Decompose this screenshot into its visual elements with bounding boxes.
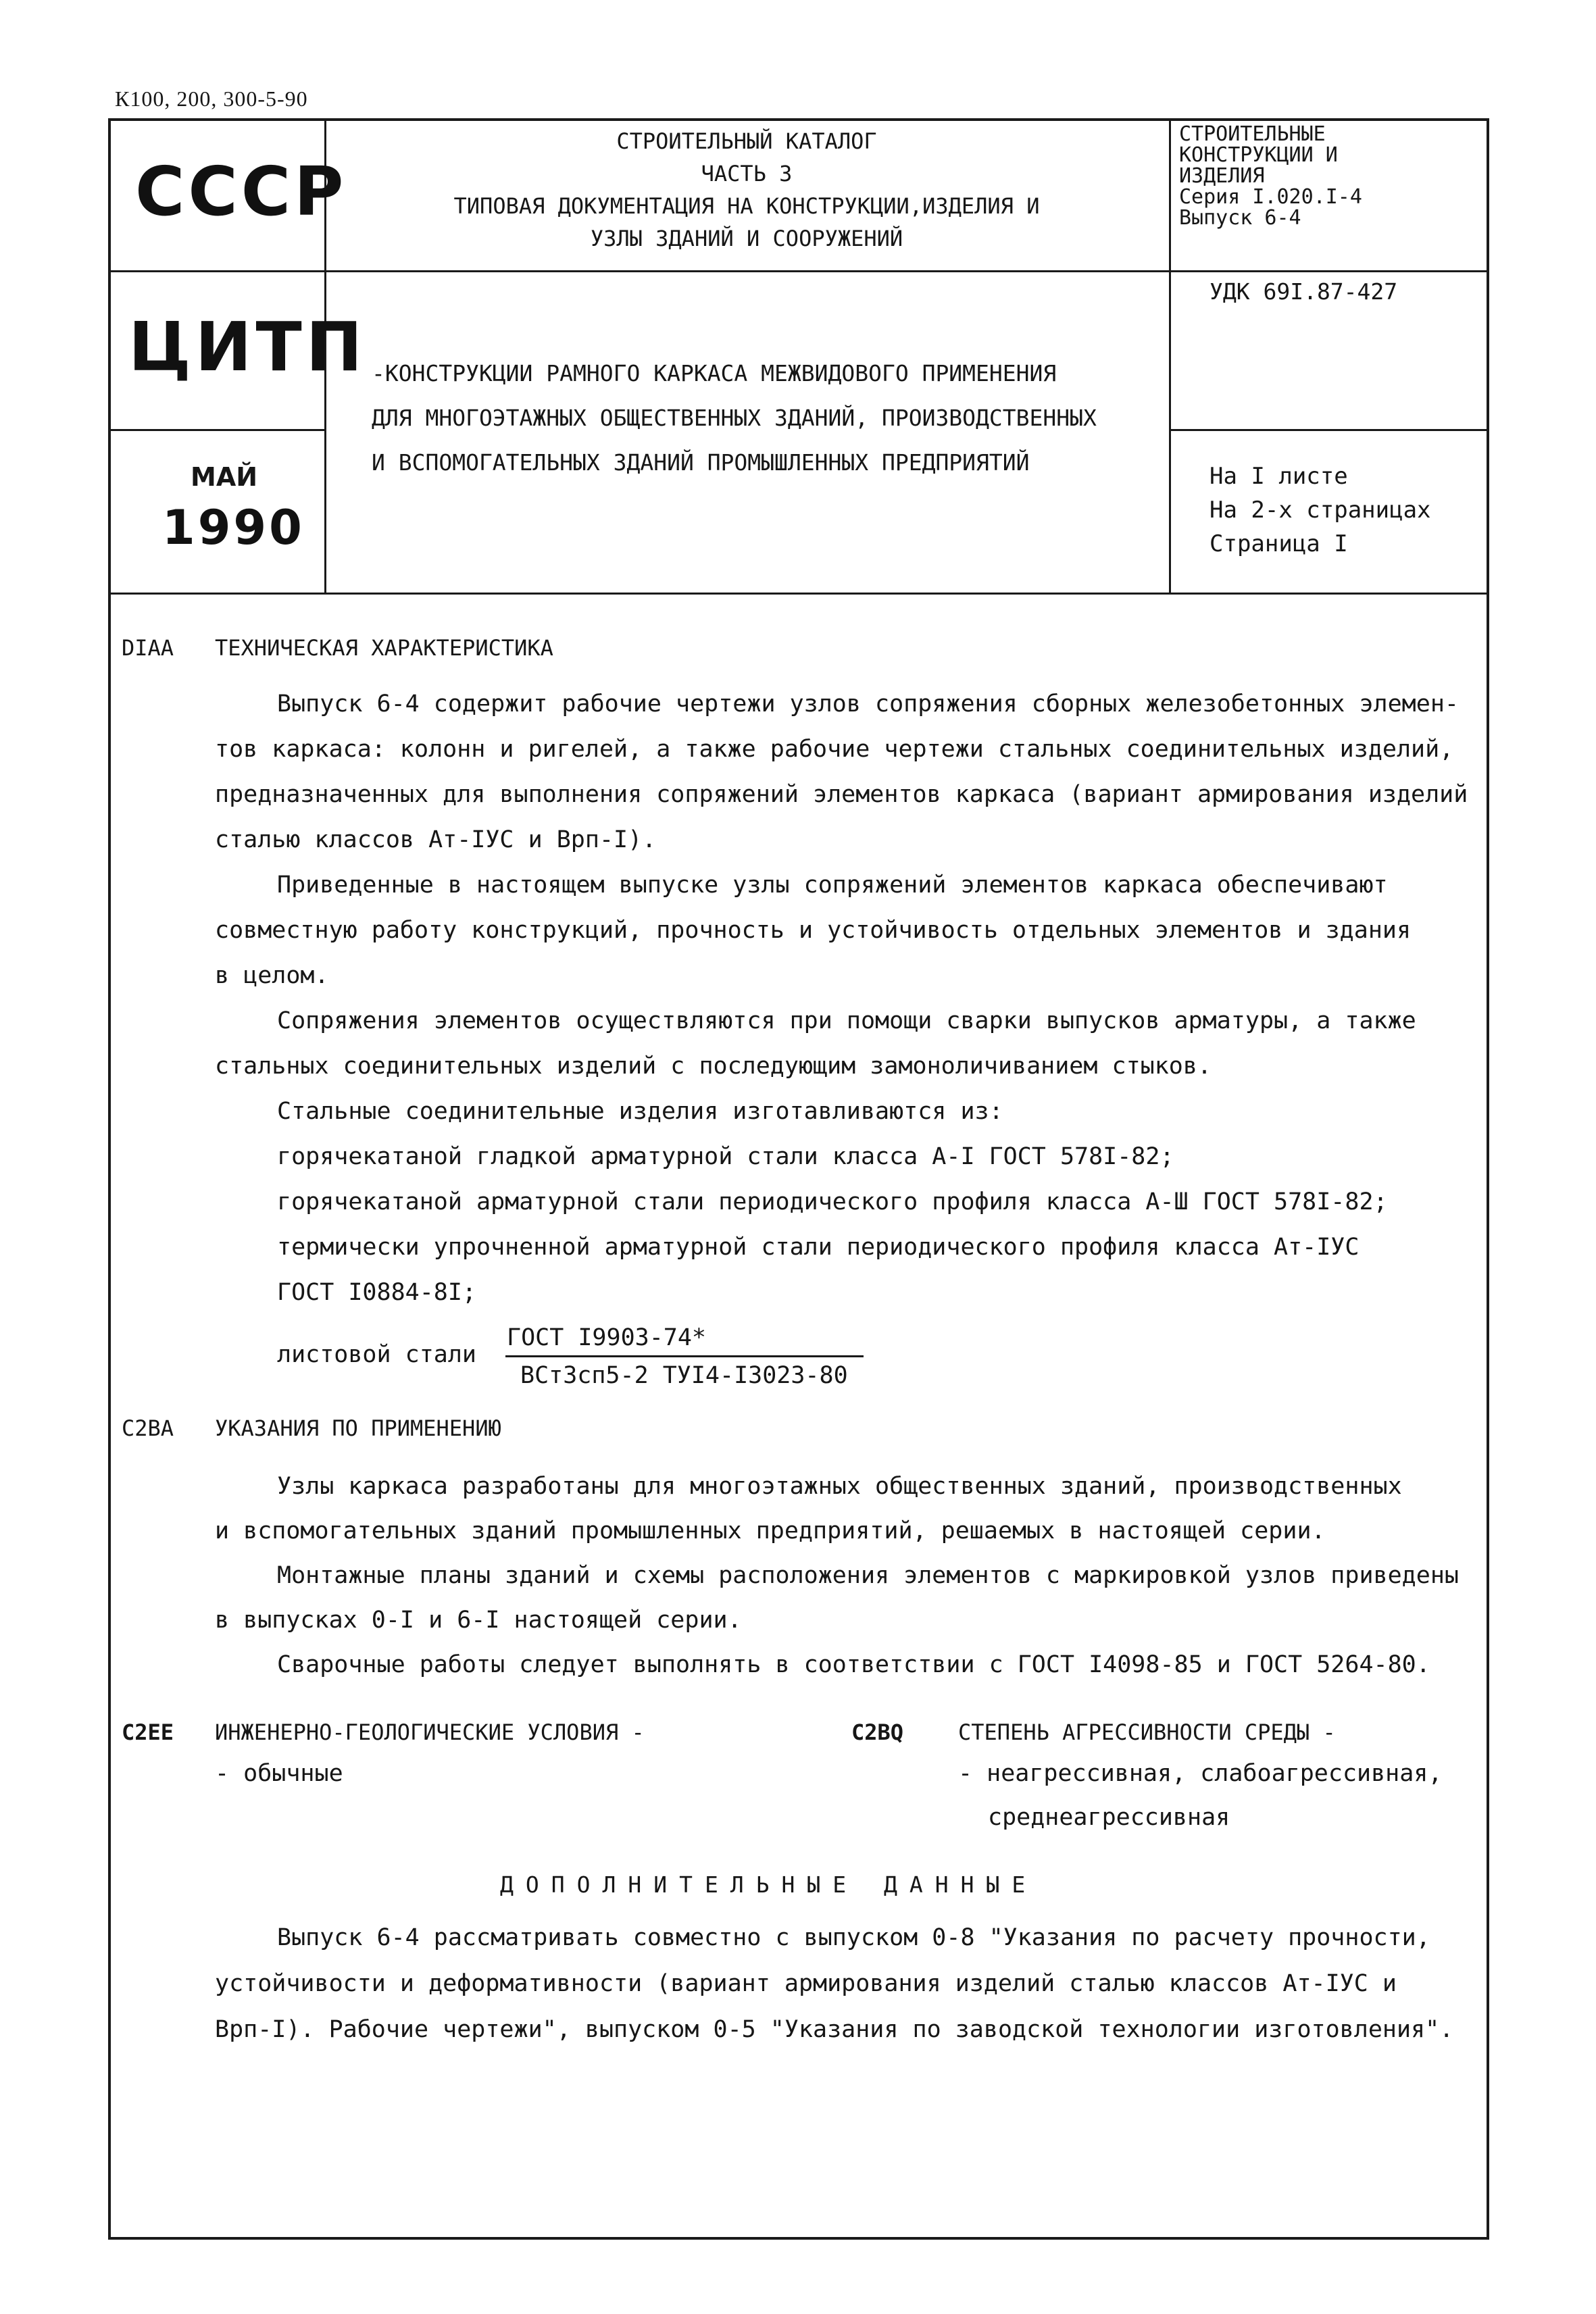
section-code-tech: DIAA <box>122 635 174 661</box>
header-row-line-2-right <box>1169 429 1489 431</box>
title-line-3: И ВСПОМОГАТЕЛЬНЫХ ЗДАНИЙ ПРОМЫШЛЕННЫХ ПРЕДПРИЯТИЙ <box>372 449 1030 476</box>
series-line-3: ИЗДЕЛИЯ <box>1179 164 1265 188</box>
sheet-line-3: Страница I <box>1210 530 1348 557</box>
document-code: К100, 200, 300-5-90 <box>115 86 308 111</box>
series-line-4: Серия I.020.I-4 <box>1179 185 1362 209</box>
title-line-2: ДЛЯ МНОГОЭТАЖНЫХ ОБЩЕСТВЕННЫХ ЗДАНИЙ, ПРОИЗВОДСТВЕННЫХ <box>372 405 1097 431</box>
sheet-info <box>1210 459 1431 561</box>
series-line-2: КОНСТРУКЦИИ И <box>1179 143 1338 167</box>
extra-line-2: устойчивости и деформативности (вариант армирования изделий сталью классов Ат-IУС и <box>215 1970 1397 1997</box>
usage-line-5: Сварочные работы следует выполнять в соответствии с ГОСТ I4098-85 и ГОСТ 5264-80. <box>277 1651 1430 1678</box>
document-title <box>372 351 1097 485</box>
institute-label: ЦИТП <box>128 307 367 386</box>
catalog-line-2: ЧАСТЬ 3 <box>701 161 793 186</box>
section-code-geo: С2ЕЕ <box>122 1719 174 1745</box>
usage-line-1: Узлы каркаса разработаны для многоэтажных общественных зданий, производственных <box>277 1473 1402 1500</box>
usage-line-2: и вспомогательных зданий промышленных предприятий, решаемых в настоящей серии. <box>215 1517 1326 1544</box>
sheet-line-1: На I листе <box>1210 463 1348 490</box>
tech-line-7: в целом. <box>215 962 329 989</box>
tech-line-13: термически упрочненной арматурной стали периодического профиля класса Ат-IУС <box>277 1234 1360 1261</box>
section-heading-extra: ДОПОЛНИТЕЛЬНЫЕ ДАННЫЕ <box>500 1871 1038 1898</box>
header-bottom-line <box>108 593 1489 595</box>
tech-line-4: сталью классов Ат-IУС и Врп-I). <box>215 826 657 853</box>
series-box <box>1179 124 1362 228</box>
tech-line-8: Сопряжения элементов осуществляются при помощи сварки выпусков арматуры, а также <box>277 1007 1416 1034</box>
header-row-line-2-left <box>108 429 326 431</box>
section-heading-aggr: СТЕПЕНЬ АГРЕССИВНОСТИ СРЕДЫ - <box>958 1719 1336 1745</box>
title-line-1: -КОНСТРУКЦИИ РАМНОГО КАРКАСА МЕЖВИДОВОГО ПРИМЕНЕНИЯ <box>372 360 1057 386</box>
tech-line-14: ГОСТ I0884-8I; <box>277 1279 477 1306</box>
tech-line-10: Стальные соединительные изделия изготавливаются из: <box>277 1098 1003 1125</box>
series-line-5: Выпуск 6-4 <box>1179 206 1301 230</box>
country-label: СССР <box>135 152 347 231</box>
section-heading-tech: ТЕХНИЧЕСКАЯ ХАРАКТЕРИСТИКА <box>215 635 553 661</box>
tech-line-3: предназначенных для выполнения сопряжений элементов каркаса (вариант армирования изделий <box>215 781 1468 808</box>
aggr-value-line-1: - неагрессивная, слабоагрессивная, <box>958 1760 1443 1787</box>
tech-line-12: горячекатаной арматурной стали периодического профиля класса А-Ш ГОСТ 578I-82; <box>277 1188 1388 1215</box>
extra-line-3: Врп-I). Рабочие чертежи", выпуском 0-5 "Указания по заводской технологии изготовления". <box>215 2016 1454 2043</box>
year-label: 1990 <box>162 500 305 555</box>
extra-line-1: Выпуск 6-4 рассматривать совместно с выпуском 0-8 "Указания по расчету прочности, <box>277 1924 1430 1951</box>
tech-line-1: Выпуск 6-4 содержит рабочие чертежи узлов сопряжения сборных железобетонных элемен- <box>277 690 1459 718</box>
tech-line-6: совместную работу конструкций, прочность и устойчивость отдельных элементов и здания <box>215 917 1412 944</box>
section-code-aggr: С2ВQ <box>851 1719 904 1745</box>
header-row-line-1 <box>108 270 1489 272</box>
section-heading-usage: УКАЗАНИЯ ПО ПРИМЕНЕНИЮ <box>215 1415 501 1441</box>
aggr-value-line-2: среднеагрессивная <box>988 1804 1230 1831</box>
section-heading-geo: ИНЖЕНЕРНО-ГЕОЛОГИЧЕСКИЕ УСЛОВИЯ - <box>215 1719 645 1745</box>
month-label: МАЙ <box>191 462 258 492</box>
tech-line-11: горячекатаной гладкой арматурной стали класса А-I ГОСТ 578I-82; <box>277 1143 1174 1170</box>
tech-line-9: стальных соединительных изделий с последующим замоноличиванием стыков. <box>215 1053 1212 1080</box>
catalog-line-1: СТРОИТЕЛЬНЫЙ КАТАЛОГ <box>616 128 877 154</box>
sheet-steel-label: листовой стали <box>277 1341 477 1368</box>
catalog-header <box>328 125 1166 255</box>
tech-line-2: тов каркаса: колонн и ригелей, а также рабочие чертежи стальных соединительных изделий, <box>215 736 1454 763</box>
header-divider-right <box>1169 118 1171 595</box>
sheet-line-2: На 2-х страницах <box>1210 497 1431 524</box>
usage-line-3: Монтажные планы зданий и схемы расположения элементов с маркировкой узлов приведены <box>277 1562 1459 1589</box>
fraction-denominator: ВСт3сп5-2 ТУI4-I3023-80 <box>520 1362 848 1389</box>
fraction-numerator: ГОСТ I9903-74* <box>507 1324 707 1351</box>
tech-line-5: Приведенные в настоящем выпуске узлы сопряжений элементов каркаса обеспечивают <box>277 872 1388 899</box>
geo-value: - обычные <box>215 1760 343 1787</box>
udk-label: УДК 69I.87-427 <box>1210 278 1398 305</box>
catalog-line-3: ТИПОВАЯ ДОКУМЕНТАЦИЯ НА КОНСТРУКЦИИ,ИЗДЕЛИЯ И <box>453 193 1040 219</box>
section-code-usage: С2ВА <box>122 1415 174 1441</box>
fraction-bar <box>505 1355 864 1357</box>
catalog-line-4: УЗЛЫ ЗДАНИЙ И СООРУЖЕНИЙ <box>590 226 903 251</box>
series-line-1: СТРОИТЕЛЬНЫЕ <box>1179 122 1326 146</box>
usage-line-4: в выпусках 0-I и 6-I настоящей серии. <box>215 1607 742 1634</box>
